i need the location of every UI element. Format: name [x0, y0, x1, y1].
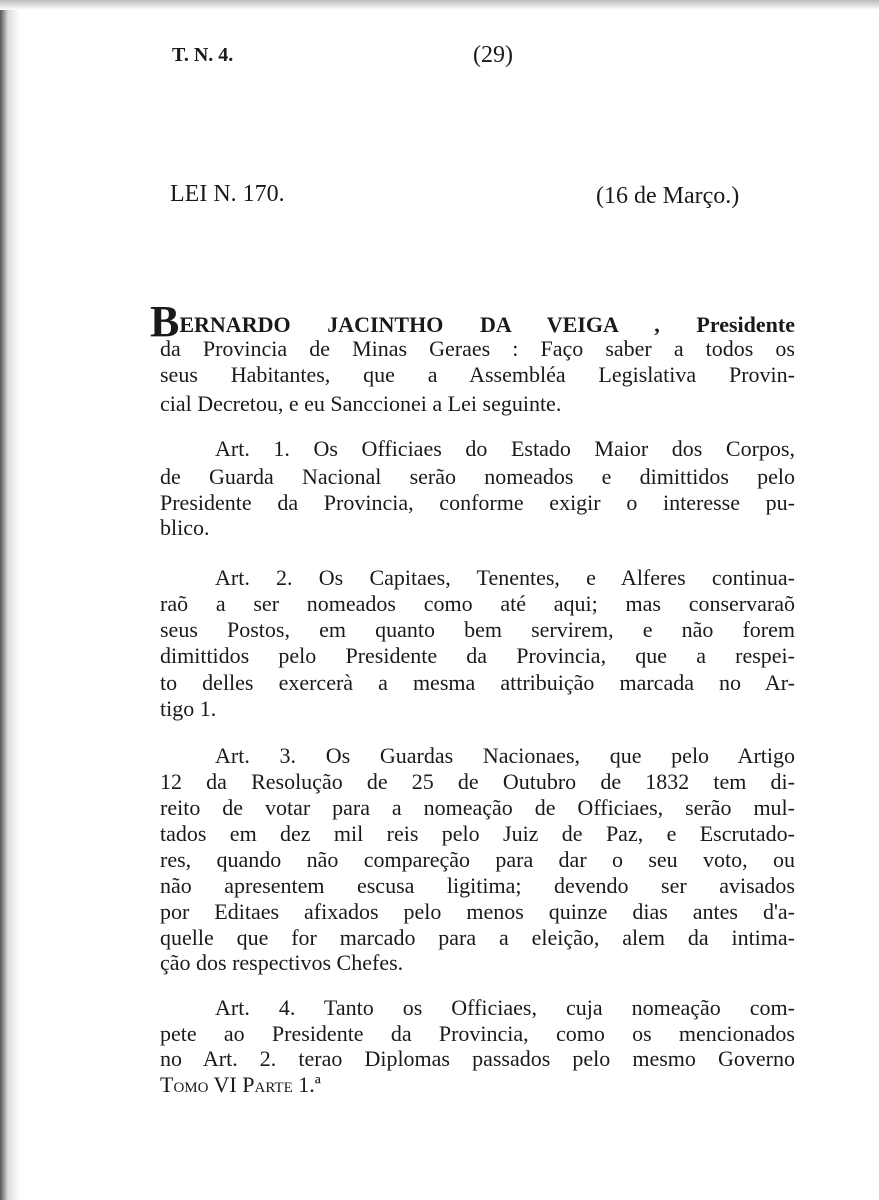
article-line: Art. 4. Tanto os Officiaes, cuja nomeação com- — [215, 995, 795, 1020]
article-line: Presidente da Provincia, conforme exigir o interesse pu- — [160, 490, 795, 515]
article-line: Art. 1. Os Officiaes do Estado Maior dos Corpos, — [215, 436, 795, 461]
article-line: tados em dez mil reis pelo Juiz de Paz, e Escrutado- — [160, 821, 795, 846]
preamble-line: cial Decretou, e eu Sanccionei a Lei seguinte. — [160, 391, 562, 416]
drop-cap: B — [150, 297, 180, 346]
article-line: to delles exercerà a mesma attribuição marcada no Ar- — [160, 670, 795, 695]
article-line: por Editaes afixados pelo menos quinze dias antes d'a- — [160, 899, 795, 924]
article-line: no Art. 2. terao Diplomas passados pelo mesmo Governo — [160, 1046, 795, 1071]
preamble-line: da Provincia de Minas Geraes : Faço saber a todos os — [160, 336, 795, 361]
article-line: de Guarda Nacional serão nomeados e dimittidos pelo — [160, 464, 795, 489]
scan-edge-shadow — [0, 0, 30, 1200]
article-line: tigo 1. — [160, 696, 217, 721]
law-date: (16 de Março.) — [596, 183, 740, 209]
article-line: Art. 2. Os Capitaes, Tenentes, e Alferes continua- — [215, 565, 795, 590]
article-line: quelle que for marcado para a eleição, alem da intima- — [160, 925, 795, 950]
law-title: LEI N. 170. — [170, 181, 285, 207]
article-line: res, quando não compareção para dar o seu voto, ou — [160, 847, 795, 872]
article-line: dimittidos pelo Presidente da Provincia, que a respei- — [160, 643, 795, 668]
article-line: ção dos respectivos Chefes. — [160, 950, 404, 975]
footer-signature: Tomo VI Parte 1.ª — [160, 1072, 321, 1097]
article-line: blico. — [160, 515, 210, 540]
preamble-line: BERNARDO JACINTHO DA VEIGA , Presidente — [150, 297, 795, 346]
scan-top-shadow — [0, 0, 879, 10]
article-line: reito de votar para a nomeação de Officiaes, serão mul- — [160, 795, 795, 820]
article-line: Art. 3. Os Guardas Nacionaes, que pelo Artigo — [215, 743, 795, 768]
article-line: seus Postos, em quanto bem servirem, e não forem — [160, 617, 795, 642]
article-line: 12 da Resolução de 25 de Outubro de 1832 tem di- — [160, 769, 795, 794]
article-line: pete ao Presidente da Provincia, como os mencionados — [160, 1021, 795, 1046]
article-line: raõ a ser nomeados como até aqui; mas conservaraõ — [160, 591, 795, 616]
page-number: (29) — [473, 42, 513, 68]
preamble-line: seus Habitantes, que a Assembléa Legislativa Provin- — [160, 362, 795, 387]
article-line: não apresentem escusa ligitima; devendo ser avisados — [160, 873, 795, 898]
signature-mark: T. N. 4. — [172, 44, 234, 66]
